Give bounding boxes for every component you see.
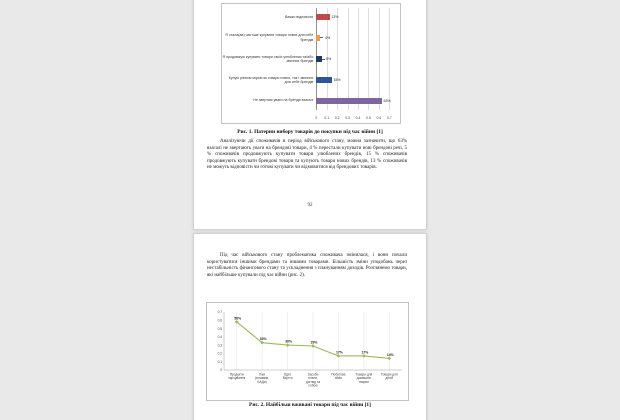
bar-category-label: Я стала(ав) частіше купувати товари нових для себе брендів xyxy=(225,33,314,42)
y-tick-label: 0.5 xyxy=(217,326,222,331)
data-point-label: 14% xyxy=(386,352,394,357)
figure-2-caption: Рис. 2. Найбільш вживані товари під час війни [1] xyxy=(249,402,371,408)
figure-1-x-axis xyxy=(315,116,392,121)
x-category-label: Засоби xyxy=(307,372,319,377)
x-category-label: хімія xyxy=(334,376,342,381)
bar-category-label: Важко відповісти xyxy=(285,15,314,20)
x-category-label: гігієни, xyxy=(308,376,318,381)
bar-category-label: Купую рівною мірою як товари нових, так і звичних для себе брендів xyxy=(228,76,314,85)
x-tick-label: 0.6 xyxy=(376,116,382,120)
leader-line xyxy=(322,59,325,60)
data-point-marker xyxy=(311,344,315,348)
x-tick-label: 0.5 xyxy=(366,116,371,120)
x-category-label: Ліки xyxy=(259,372,266,377)
bar xyxy=(316,14,330,20)
x-tick-label: 0.7 xyxy=(386,116,392,120)
bar-row xyxy=(222,55,400,64)
x-tick-label: 0.2 xyxy=(334,116,340,120)
page-2 xyxy=(193,233,427,420)
bar-value-label: 15% xyxy=(333,78,341,83)
x-category-label: дітей xyxy=(385,376,394,381)
x-category-label: Товари для xyxy=(380,372,398,377)
y-tick-label: 0.6 xyxy=(217,318,222,323)
x-category-label: собою xyxy=(308,383,318,388)
data-point-label: 33% xyxy=(259,337,267,342)
data-point-label: 58% xyxy=(234,316,242,321)
page-1 xyxy=(193,0,427,230)
data-point-marker xyxy=(387,357,391,361)
x-tick-label: 0.3 xyxy=(345,116,350,120)
x-category-label: Товари для xyxy=(355,372,373,377)
bar-row xyxy=(222,33,400,42)
x-category-label: тварин xyxy=(358,379,370,384)
data-point-label: 17% xyxy=(336,350,343,355)
data-point-marker xyxy=(362,354,366,358)
page-1-paragraph: Аналізуючи дії споживачів в період військового стану, можна зазначити, що 63% взагалі не звертають уваги на брендові товари, 4 % перестали купувати нові брендові речі, 5 % споживачів продовжують купувати товари улюблених брендів, 15 % споживачів продовжують купувати брендові товари та купують товари нових брендів, 13 % споживачів не можуть відповісти чи готові купувати чи відмовитися від брендових товарів. xyxy=(207,139,407,171)
data-point-marker xyxy=(286,343,290,347)
page-2-paragraph: Під час військового стану проблематика споживача змінилася, і вони почали користуватися іншими брендами та іншими товарами. Більшість зміни уподобань через нестабільність фінансового стану та ускладнення з плануванням доходів. Розглянемо товари, які найбільше купували під час війни (рис. 2). xyxy=(207,253,407,278)
leader-line xyxy=(320,37,323,38)
x-tick-label: 0 xyxy=(315,116,318,120)
data-point-marker xyxy=(337,354,341,358)
page-number: 92 xyxy=(307,203,313,208)
y-tick-label: 0.4 xyxy=(217,335,222,340)
y-tick-label: 0.1 xyxy=(217,359,222,364)
bar-category-label: Я продовжую купувати товари своїх улюблених та/або звичних брендів xyxy=(222,54,314,63)
x-tick-label: 0.4 xyxy=(355,116,361,120)
bar-row xyxy=(222,98,400,104)
x-category-label: харчування xyxy=(228,376,246,381)
figure-2-plot xyxy=(207,303,408,400)
data-point-label: 30% xyxy=(285,339,292,344)
figure-1-bar-chart xyxy=(221,3,401,124)
x-tick-label: 0.1 xyxy=(324,116,330,120)
bar xyxy=(316,98,382,104)
x-category-label: Взуття xyxy=(282,376,293,381)
data-point-label: 29% xyxy=(310,340,318,345)
figure-1-caption: Рис. 1. Патерни вибору товарів до покупки під час війни [1] xyxy=(237,129,383,135)
x-category-label: Побутова xyxy=(331,372,346,377)
x-category-label: догляд за xyxy=(305,379,321,384)
bar-value-label: 4% xyxy=(324,35,331,40)
y-tick-label: 0.7 xyxy=(217,310,222,315)
y-tick-label: 0.2 xyxy=(217,351,222,356)
bar-row xyxy=(222,14,400,20)
bar-row xyxy=(222,76,400,85)
figure-2-line-chart xyxy=(206,302,409,401)
bar-value-label: 5% xyxy=(326,57,332,61)
bar-value-label: 13% xyxy=(331,15,339,20)
y-tick-label: 0.3 xyxy=(217,343,222,348)
bar xyxy=(316,77,332,83)
x-category-label: Одяг, xyxy=(283,372,292,377)
bar-category-label: Не звертаю уваги на бренди взагалі xyxy=(253,98,314,103)
x-category-label: Продукти xyxy=(229,372,244,377)
x-category-label: (вітаміни, xyxy=(255,376,270,381)
x-category-label: БАДи) xyxy=(257,379,267,384)
bar-value-label: 63% xyxy=(383,98,391,103)
data-point-label: 17% xyxy=(361,350,369,355)
y-tick-label: 0 xyxy=(220,368,222,373)
x-category-label: домашніх xyxy=(356,376,372,381)
